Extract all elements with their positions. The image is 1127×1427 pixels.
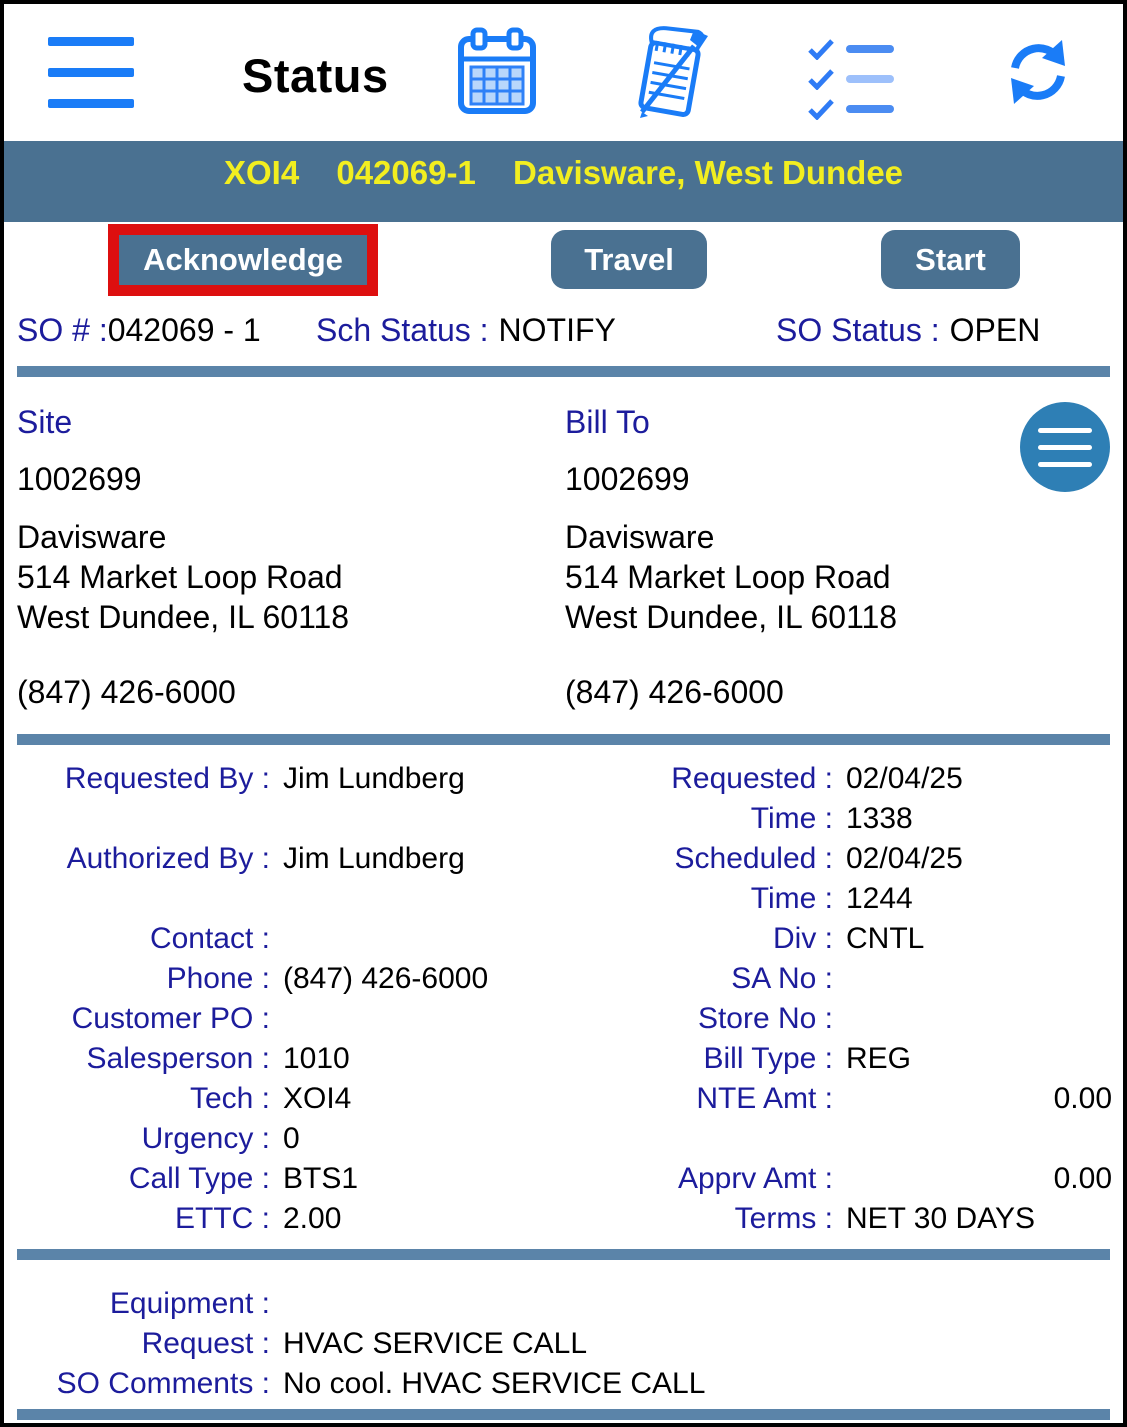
- detail-label: Apprv Amt :: [677, 1162, 833, 1195]
- detail-label: Customer PO :: [71, 1002, 270, 1035]
- acknowledge-highlight-box: [108, 224, 378, 296]
- detail-value: 2.00: [283, 1202, 342, 1235]
- request-label: Request :: [141, 1327, 270, 1360]
- detail-label: Time :: [750, 802, 833, 835]
- detail-value: [270, 879, 565, 919]
- so-number: 042069-1: [336, 154, 476, 191]
- detail-label: Tech :: [189, 1082, 270, 1115]
- detail-value: 0: [283, 1122, 300, 1155]
- detail-value: Jim Lundberg: [283, 762, 465, 795]
- detail-value: CNTL: [846, 922, 925, 955]
- circle-menu-bar: [1038, 445, 1092, 450]
- detail-label: Salesperson :: [86, 1042, 270, 1075]
- detail-value: [833, 959, 1118, 999]
- detail-label: Contact :: [149, 922, 270, 955]
- circle-menu-bar: [1038, 462, 1092, 467]
- site-phone: (847) 426-6000: [17, 674, 236, 710]
- divider: [17, 1409, 1110, 1420]
- detail-label: Authorized By :: [66, 842, 270, 875]
- billto-label: Bill To: [565, 404, 650, 440]
- detail-label: Div :: [773, 922, 833, 955]
- detail-label: Store No :: [697, 1002, 833, 1035]
- comments-section: [4, 1260, 1123, 1409]
- detail-value: [833, 1119, 1118, 1159]
- acknowledge-button[interactable]: Acknowledge: [119, 235, 367, 285]
- detail-label: [565, 1119, 833, 1159]
- actions-row: [4, 222, 1123, 366]
- detail-value: (847) 426-6000: [283, 962, 489, 995]
- circle-hamburger-icon[interactable]: [1020, 402, 1110, 492]
- detail-value: 02/04/25: [846, 762, 963, 795]
- detail-label: Time :: [750, 882, 833, 915]
- detail-label: Phone :: [166, 962, 270, 995]
- billto-address2: West Dundee, IL 60118: [565, 599, 898, 635]
- page-title: Status: [242, 49, 389, 102]
- service-order-header-band: [4, 141, 1123, 222]
- detail-label: Requested By :: [64, 762, 270, 795]
- notepad-pencil-icon[interactable]: [632, 24, 712, 122]
- nte-amount-value: 0.00: [1053, 1082, 1112, 1115]
- equipment-value: [270, 1284, 1110, 1324]
- equipment-label: Equipment :: [109, 1287, 270, 1320]
- detail-value: Jim Lundberg: [283, 842, 465, 875]
- calendar-icon[interactable]: [454, 26, 540, 118]
- detail-value: 1010: [283, 1042, 350, 1075]
- billto-name: Davisware: [565, 519, 715, 555]
- menu-bar: [48, 37, 134, 46]
- top-bar: [4, 4, 1123, 141]
- billto-account: 1002699: [565, 461, 690, 497]
- so-comments-label: SO Comments :: [56, 1367, 270, 1400]
- so-comments-value: No cool. HVAC SERVICE CALL: [283, 1367, 706, 1400]
- site-address2: West Dundee, IL 60118: [17, 599, 350, 635]
- circle-menu-bar: [1038, 428, 1092, 433]
- divider: [17, 1249, 1110, 1260]
- so-status-label: SO Status :: [776, 312, 940, 348]
- site-billto-section: [4, 377, 1123, 734]
- detail-label: Requested :: [671, 762, 833, 795]
- detail-value: 1244: [846, 882, 913, 915]
- sch-status-label: Sch Status :: [316, 312, 489, 348]
- billto-address1: 514 Market Loop Road: [565, 559, 891, 595]
- menu-icon[interactable]: [48, 37, 134, 109]
- detail-label: Scheduled :: [674, 842, 833, 875]
- detail-value: BTS1: [283, 1162, 359, 1195]
- detail-value: [270, 919, 565, 959]
- divider: [17, 734, 1110, 745]
- billto-phone: (847) 426-6000: [565, 674, 784, 710]
- detail-label: Call Type :: [128, 1162, 270, 1195]
- detail-label: SA No :: [731, 962, 833, 995]
- divider: [17, 366, 1110, 377]
- detail-label: [17, 799, 270, 839]
- detail-value: 02/04/25: [846, 842, 963, 875]
- detail-value: REG: [846, 1042, 912, 1075]
- detail-label: Urgency :: [141, 1122, 270, 1155]
- apprv-amount-value: 0.00: [1053, 1162, 1112, 1195]
- sync-icon[interactable]: [1002, 36, 1074, 108]
- detail-label: [17, 879, 270, 919]
- detail-label: Terms :: [734, 1202, 833, 1235]
- so-status-value: OPEN: [949, 312, 1041, 348]
- site-account: 1002699: [17, 461, 142, 497]
- detail-value: NET 30 DAYS: [846, 1202, 1035, 1235]
- detail-value: 1338: [846, 802, 913, 835]
- detail-value: [270, 799, 565, 839]
- site-name: Davisware: [17, 519, 167, 555]
- customer-name: Davisware, West Dundee: [512, 154, 904, 191]
- so-status-line: [4, 312, 1123, 354]
- site-label: Site: [17, 404, 73, 440]
- menu-bar: [48, 99, 134, 108]
- so-number-label: SO # :: [17, 312, 108, 348]
- detail-value: [270, 999, 565, 1039]
- request-value: HVAC SERVICE CALL: [283, 1327, 587, 1360]
- detail-value: XOI4: [283, 1082, 352, 1115]
- menu-bar: [48, 68, 134, 77]
- site-address1: 514 Market Loop Road: [17, 559, 343, 595]
- tech-code: XOI4: [223, 154, 300, 191]
- order-details-section: [4, 745, 1123, 1249]
- site-address: [17, 402, 565, 712]
- detail-label: NTE Amt :: [696, 1082, 833, 1115]
- start-button[interactable]: Start: [881, 230, 1020, 289]
- detail-label: ETTC :: [175, 1202, 270, 1235]
- detail-value: [833, 999, 1118, 1039]
- travel-button[interactable]: Travel: [551, 230, 707, 289]
- sch-status-value: NOTIFY: [498, 312, 616, 348]
- detail-label: Bill Type :: [703, 1042, 833, 1075]
- so-number-value: 042069 - 1: [107, 312, 261, 348]
- checklist-icon[interactable]: [808, 38, 894, 128]
